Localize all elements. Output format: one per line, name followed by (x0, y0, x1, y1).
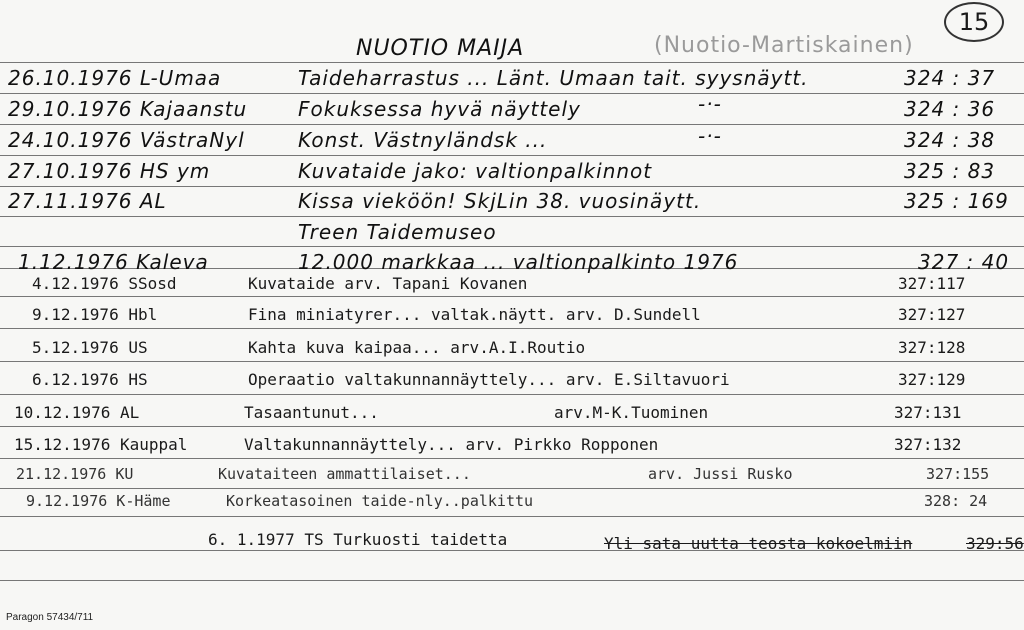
entry-ref: 327:128 (898, 338, 966, 357)
entry-date: 24.10.1976 VästraNyl (8, 128, 245, 152)
entry-ditto: -·- (698, 92, 722, 116)
entry-ref: 325 : 169 (904, 189, 1009, 213)
entry-text: osti taidetta (382, 530, 508, 549)
entry-extra: arv. Jussi Rusko (648, 465, 793, 483)
entry-ref: 324 : 36 (904, 97, 996, 121)
ruled-line (0, 328, 1024, 329)
entry-ref: 324 : 37 (904, 66, 996, 90)
entry-text: Operaatio valtakunnannäyttely... arv. E.Siltavuori (248, 370, 730, 389)
entry-ref: 327:131 (894, 403, 962, 422)
entry-text: Fina miniatyrer... valtak.näytt. arv. D.Sundell (248, 305, 701, 324)
entry-text: Taideharrastus ... Länt. Umaan tait. syysnäytt. (298, 66, 809, 90)
ruled-line (0, 155, 1024, 156)
card-number: 15 (944, 2, 1004, 42)
entry-extra: Yli sata uutta teosta kokoelmiin (604, 534, 913, 553)
ruled-line (0, 580, 1024, 581)
card-footer: Paragon 57434/711 (6, 612, 94, 623)
ruled-line (0, 488, 1024, 489)
entry-date: 26.10.1976 L-Umaa (8, 66, 222, 90)
entry-text: Korkeatasoinen taide-nly..palkittu (226, 492, 534, 510)
entry-ref: 327:132 (894, 435, 962, 454)
entry-date: 9.12.1976 Hbl (32, 305, 158, 324)
entry-text: Kuvataide jako: valtionpalkinnot (298, 159, 653, 183)
entry-extra: arv.M-K.Tuominen (554, 403, 709, 422)
ruled-line (0, 62, 1024, 63)
entry-date: 27.10.1976 HS ym (8, 159, 211, 183)
entry-text: Tasaantunut... (244, 403, 379, 422)
entry-date: 6. 1.1977 TS Turku (208, 530, 382, 549)
entry-ref: 327 : 40 (918, 250, 1010, 274)
entry-text: Kuvataide arv. Tapani Kovanen (248, 274, 528, 293)
ruled-line (0, 361, 1024, 362)
entry-text: Valtakunnannäyttely... arv. Pirkko Ropponen (244, 435, 659, 454)
entry-ref: 328: 24 (924, 492, 988, 510)
entry-ref: 327:155 (926, 465, 990, 483)
entry-date: 15.12.1976 Kauppal (14, 435, 188, 454)
entry-ref: 324 : 38 (904, 128, 996, 152)
entry-date: 10.12.1976 AL (14, 403, 140, 422)
ruled-line (0, 516, 1024, 517)
entry-text: Treen Taidemuseo (298, 220, 497, 244)
ruled-line (0, 186, 1024, 187)
entry-date: 4.12.1976 SSosd (32, 274, 177, 293)
entry-ref: 325 : 83 (904, 159, 996, 183)
entry-ditto: -·- (698, 124, 722, 148)
entry-ref: 327:127 (898, 305, 966, 324)
entry-text: Kissa vieköön! SkjLin 38. vuosinäytt. (298, 189, 702, 213)
entry-date: 21.12.1976 KU (16, 465, 134, 483)
entry-text: Kahta kuva kaipaa... arv.A.I.Routio (248, 338, 586, 357)
card-name: NUOTIO MAIJA (356, 36, 525, 61)
ruled-line (0, 296, 1024, 297)
entry-date: 9.12.1976 K-Häme (26, 492, 171, 510)
ruled-line (0, 394, 1024, 395)
entry-text: Konst. Västnyländsk ... (298, 128, 548, 152)
ruled-line (0, 124, 1024, 125)
ruled-line (0, 426, 1024, 427)
entry-date: 1.12.1976 Kaleva (18, 250, 209, 274)
entry-ref: 327:117 (898, 274, 966, 293)
entry-date: 6.12.1976 HS (32, 370, 148, 389)
entry-ref: 329:56 (966, 534, 1024, 553)
entry-date: 27.11.1976 AL (8, 189, 167, 213)
entry-text: Kuvataiteen ammattilaiset... (218, 465, 471, 483)
card-alt-name: (Nuotio-Martiskainen) (654, 33, 914, 58)
ruled-line (0, 458, 1024, 459)
entry-date: 5.12.1976 US (32, 338, 148, 357)
ruled-line (0, 216, 1024, 217)
entry-ref: 327:129 (898, 370, 966, 389)
ruled-line (0, 93, 1024, 94)
entry-text: 12.000 markkaa ... valtionpalkinto 1976 (298, 250, 739, 274)
ruled-line (0, 246, 1024, 247)
entry-date: 29.10.1976 Kajaanstu (8, 97, 248, 121)
entry-text: Fokuksessa hyvä näyttely (298, 97, 581, 121)
